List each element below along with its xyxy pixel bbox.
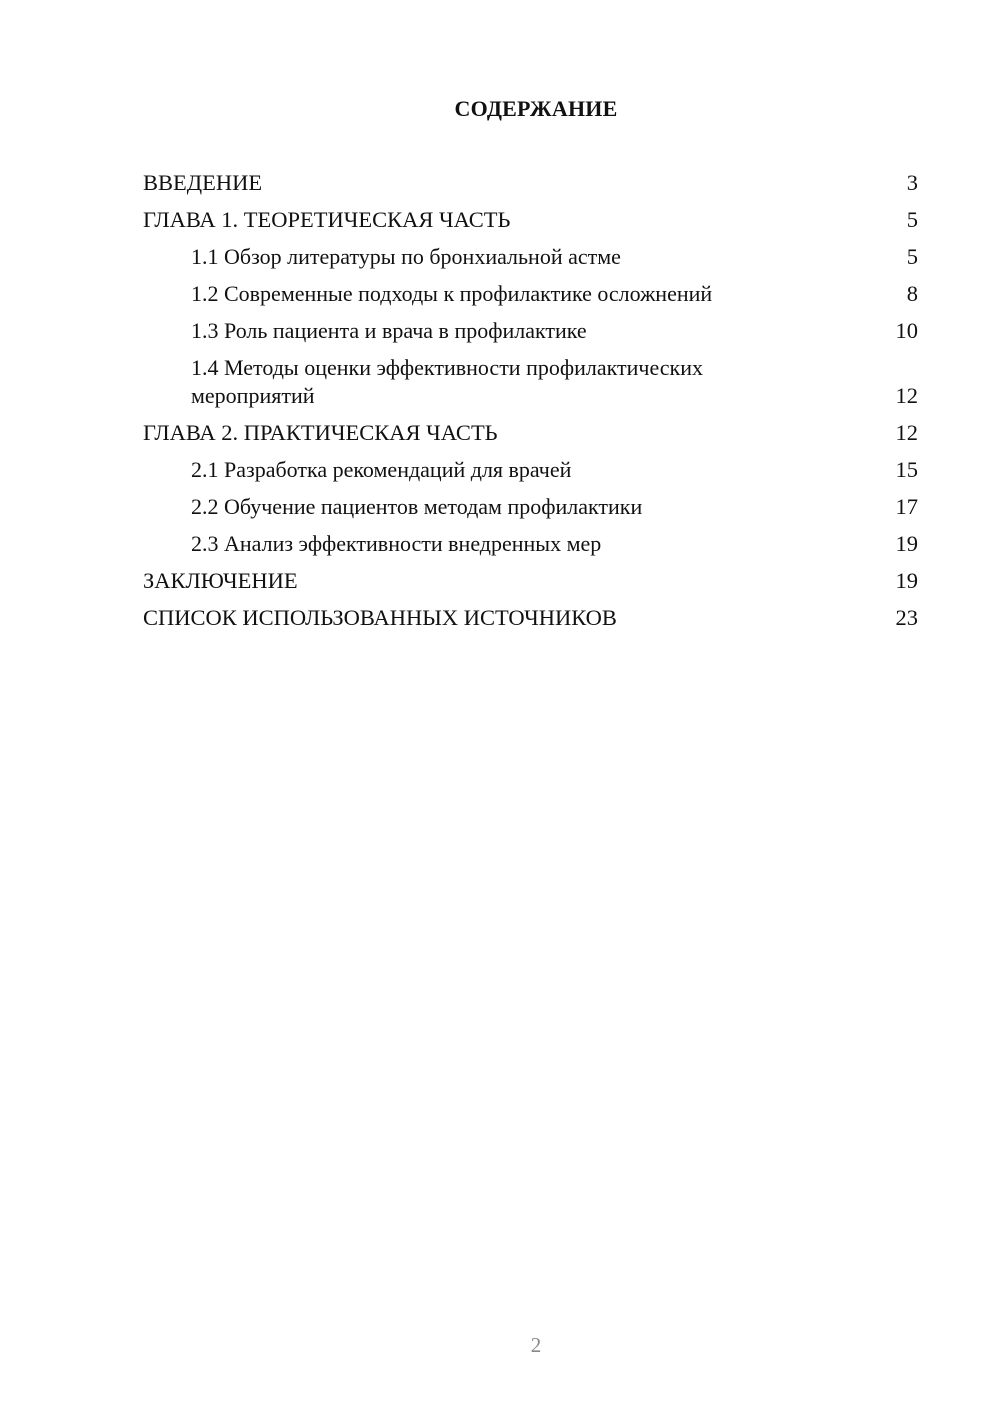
- toc-entry-text: ГЛАВА 2. ПРАКТИЧЕСКАЯ ЧАСТЬ: [143, 420, 498, 445]
- toc-entry-text: 1.1 Обзор литературы по бронхиальной астме: [191, 244, 621, 269]
- toc-entry-section-1-3[interactable]: [143, 317, 918, 345]
- toc-entry-page: 3: [906, 170, 918, 195]
- toc-entry-text: 1.3 Роль пациента и врача в профилактике: [191, 318, 587, 343]
- toc-entry-section-1-1[interactable]: [143, 243, 918, 271]
- toc-entry-page: 15: [895, 457, 918, 482]
- toc-entry-chapter-1[interactable]: [143, 206, 918, 234]
- toc-entry-text: 2.1 Разработка рекомендаций для врачей: [191, 457, 572, 482]
- table-of-contents: [143, 169, 918, 641]
- toc-entry-chapter-2[interactable]: [143, 419, 918, 447]
- toc-entry-page: 19: [895, 568, 918, 593]
- toc-entry-conclusion[interactable]: [143, 567, 918, 595]
- toc-entry-page: 23: [895, 605, 918, 630]
- toc-entry-page: 5: [906, 207, 918, 232]
- toc-entry-page: 5: [906, 244, 918, 269]
- toc-entry-text: 1.2 Современные подходы к профилактике осложнений: [191, 281, 713, 306]
- toc-entry-text: ЗАКЛЮЧЕНИЕ: [143, 568, 298, 593]
- footer-page-number: 2: [530, 1333, 542, 1357]
- toc-entry-section-2-3[interactable]: [143, 530, 918, 558]
- toc-entry-text: ГЛАВА 1. ТЕОРЕТИЧЕСКАЯ ЧАСТЬ: [143, 207, 511, 232]
- toc-entry-page: 12: [895, 420, 918, 445]
- toc-entry-section-1-2[interactable]: [143, 280, 918, 308]
- toc-entry-text: ВВЕДЕНИЕ: [143, 170, 263, 195]
- toc-entry-introduction[interactable]: [143, 169, 918, 197]
- toc-entry-page: 12: [895, 383, 918, 408]
- toc-entry-page: 17: [895, 494, 918, 519]
- toc-entry-text: 2.3 Анализ эффективности внедренных мер: [191, 531, 602, 556]
- toc-entry-text: 1.4 Методы оценки эффективности профилактических мероприятий: [191, 355, 704, 408]
- page-title: СОДЕРЖАНИЕ: [454, 96, 618, 121]
- toc-entry-page: 10: [895, 318, 918, 343]
- toc-entry-references[interactable]: [143, 604, 918, 632]
- toc-entry-page: 8: [906, 281, 918, 306]
- toc-entry-section-2-1[interactable]: [143, 456, 918, 484]
- toc-entry-text: СПИСОК ИСПОЛЬЗОВАННЫХ ИСТОЧНИКОВ: [143, 605, 617, 630]
- toc-entry-page: 19: [895, 531, 918, 556]
- toc-entry-section-2-2[interactable]: [143, 493, 918, 521]
- toc-entry-section-1-4[interactable]: [143, 354, 918, 410]
- toc-entry-text: 2.2 Обучение пациентов методам профилактики: [191, 494, 643, 519]
